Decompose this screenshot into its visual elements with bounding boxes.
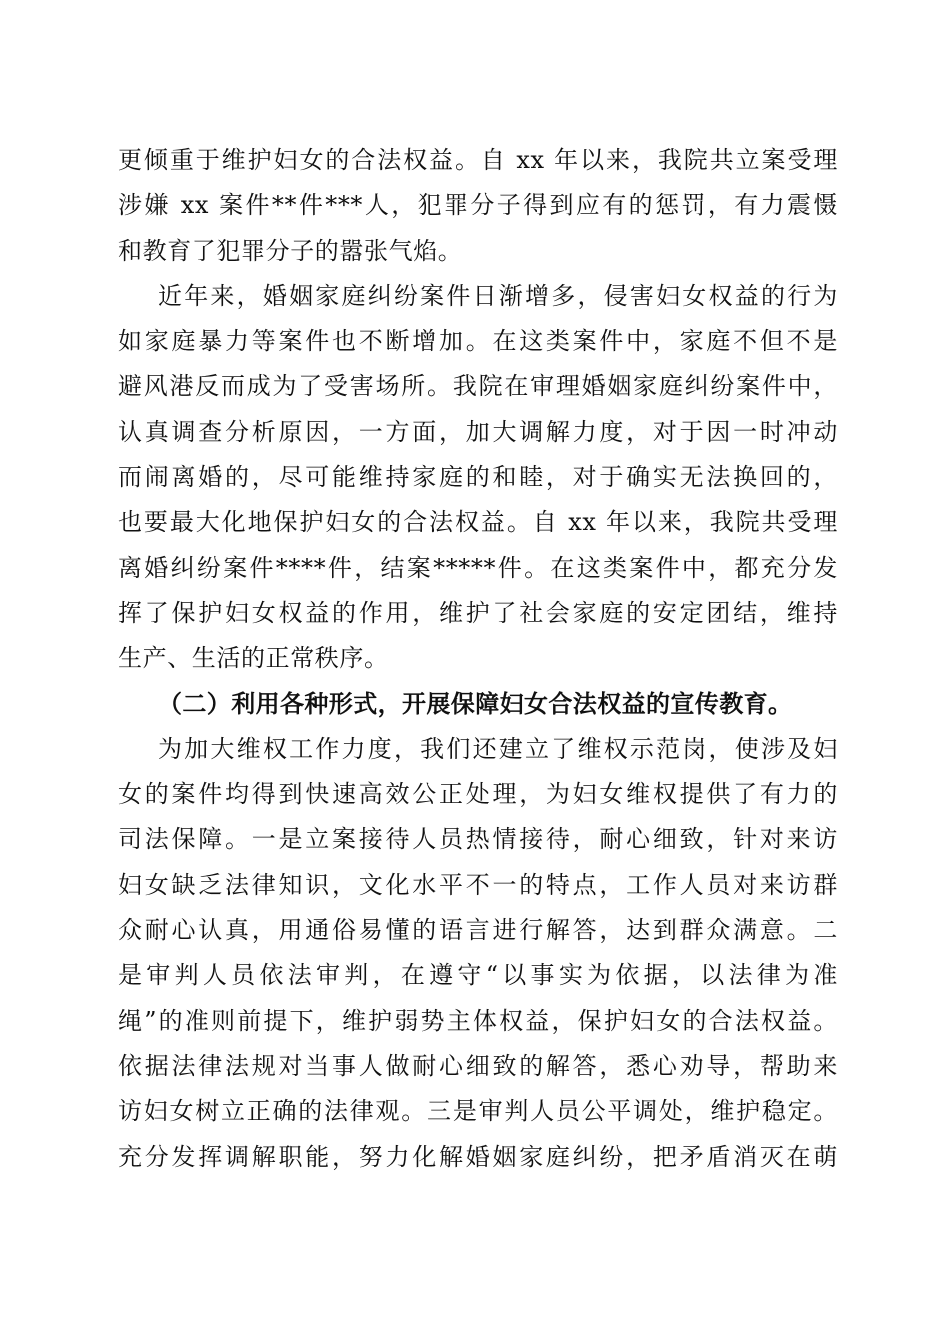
- text-line: 如家庭暴力等案件也不断增加。在这类案件中，家庭不但不是: [118, 327, 838, 356]
- text-line: 挥了保护妇女权益的作用，维护了社会家庭的安定团结，维持: [118, 598, 838, 627]
- text-line: 绳”的准则前提下，维护弱势主体权益，保护妇女的合法权益。: [118, 1006, 838, 1035]
- text-line: 访妇女树立正确的法律观。三是审判人员公平调处，维护稳定。: [118, 1097, 838, 1126]
- text-line: 而闹离婚的，尽可能维持家庭的和睦，对于确实无法换回的，: [118, 463, 838, 492]
- text-line: 众耐心认真，用通俗易懂的语言进行解答，达到群众满意。二: [118, 916, 838, 945]
- text-line: 依据法律法规对当事人做耐心细致的解答，悉心劝导，帮助来: [118, 1051, 838, 1080]
- text-line: 认真调查分析原因，一方面，加大调解力度，对于因一时冲动: [118, 417, 838, 446]
- text-line: 女的案件均得到快速高效公正处理，为妇女维权提供了有力的: [118, 780, 838, 809]
- paragraph-1: [118, 138, 838, 274]
- text-line: 生产、生活的正常秩序。: [118, 644, 389, 673]
- text-line: 离婚纠纷案件****件，结案*****件。在这类案件中，都充分发: [118, 553, 838, 582]
- text-line: 为加大维权工作力度，我们还建立了维权示范岗，使涉及妇: [158, 734, 838, 763]
- text-line: 近年来，婚姻家庭纠纷案件日渐增多，侵害妇女权益的行为: [158, 281, 838, 310]
- paragraph-2: [118, 274, 838, 682]
- text-line: 和教育了犯罪分子的嚣张气焰。: [118, 236, 463, 265]
- paragraph-3: [118, 727, 838, 1180]
- section-heading-text: （二）利用各种形式，开展保障妇女合法权益的宣传教育。: [158, 689, 793, 718]
- text-line: 司法保障。一是立案接待人员热情接待，耐心细致，针对来访: [118, 825, 838, 854]
- text-line: 涉嫌 xx 案件**件***人，犯罪分子得到应有的惩罚，有力震慑: [118, 191, 838, 220]
- document-body: [118, 138, 838, 1180]
- text-line: 妇女缺乏法律知识，文化水平不一的特点，工作人员对来访群: [118, 870, 838, 899]
- text-line: 更倾重于维护妇女的合法权益。自 xx 年以来，我院共立案受理: [118, 146, 838, 174]
- text-line: 也要最大化地保护妇女的合法权益。自 xx 年以来，我院共受理: [118, 508, 838, 537]
- section-heading: [118, 682, 838, 727]
- text-line: 是审判人员依法审判，在遵守“以事实为依据，以法律为准: [118, 961, 838, 990]
- text-line: 充分发挥调解职能，努力化解婚姻家庭纠纷，把矛盾消灭在萌: [118, 1142, 838, 1171]
- text-line: 避风港反而成为了受害场所。我院在审理婚姻家庭纠纷案件中，: [118, 372, 838, 401]
